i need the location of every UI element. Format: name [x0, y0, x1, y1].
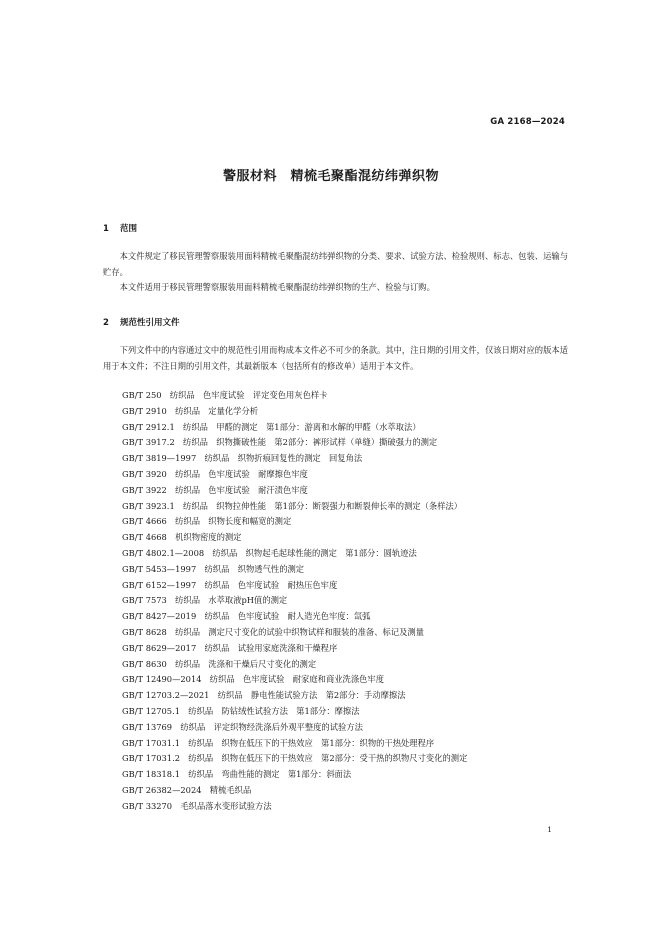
- reference-item: GB/T 4668 机织物密度的测定: [122, 532, 242, 543]
- reference-item: GB/T 3922 纺织品 色牢度试验 耐汗渍色牢度: [122, 484, 308, 495]
- reference-list: [122, 388, 467, 815]
- section-title: 范围: [120, 224, 138, 234]
- reference-item: GB/T 17031.2 纺织品 织物在低压下的干热效应 第2部分：受干热的织物尺寸变化的测定: [122, 753, 468, 764]
- reference-item: GB/T 8629—2017 纺织品 试验用家庭洗涤和干燥程序: [122, 642, 338, 653]
- reference-item: GB/T 13769 纺织品 评定织物经洗涤后外观平整度的试验方法: [122, 721, 363, 732]
- reference-item: GB/T 4802.1—2008 纺织品 织物起毛起球性能的测定 第1部分：圆轨迹法: [122, 547, 417, 558]
- reference-item: GB/T 6152—1997 纺织品 色牢度试验 耐热压色牢度: [122, 579, 338, 590]
- scope-paragraph-2: 本文件适用于移民管理警察服装用面料精梳毛聚酯混纺纬弹织物的生产、检验与订购。: [119, 282, 435, 292]
- reference-item: GB/T 5453—1997 纺织品 织物透气性的测定: [122, 563, 305, 574]
- reference-item: GB/T 12705.1 纺织品 防钻绒性试验方法 第1部分：摩擦法: [122, 705, 360, 716]
- section-number: 1: [103, 224, 109, 234]
- reference-item: GB/T 3920 纺织品 色牢度试验 耐摩擦色牢度: [122, 468, 308, 479]
- references-intro-paragraph: 下列文件中的内容通过文中的规范性引用而构成本文件必不可少的条款。其中，注日期的引用文件，仅该日期对应的版本适用于本文件；不注日期的引用文件，其最新版本（包括所有的修改单）适用于本文件。: [103, 345, 568, 371]
- document-title: 警服材料 精梳毛聚酯混纺纬弹织物: [222, 169, 439, 184]
- standard-code: GA 2168—2024: [490, 117, 565, 127]
- reference-item: GB/T 8427—2019 纺织品 色牢度试验 耐人造光色牢度：氙弧: [122, 611, 371, 622]
- reference-item: GB/T 3917.2 纺织品 织物撕破性能 第2部分：裤形试样（单缝）撕破强力的测定: [122, 437, 438, 448]
- reference-item: GB/T 3819—1997 纺织品 织物折痕回复性的测定 回复角法: [122, 453, 363, 464]
- section-title: 规范性引用文件: [120, 318, 180, 328]
- section-number: 2: [103, 318, 109, 328]
- reference-item: GB/T 17031.1 纺织品 织物在低压下的干热效应 第1部分：织物的干热处理程序: [122, 737, 435, 748]
- section-heading-scope: [103, 222, 137, 234]
- reference-item: GB/T 2912.1 纺织品 甲醛的测定 第1部分：游离和水解的甲醛（水萃取法）: [122, 421, 421, 432]
- reference-item: GB/T 8628 纺织品 测定尺寸变化的试验中织物试样和服装的准备、标记及测量: [122, 626, 425, 637]
- reference-item: GB/T 33270 毛织品落水变形试验方法: [122, 800, 272, 811]
- reference-item: GB/T 250 纺织品 色牢度试验 评定变色用灰色样卡: [122, 390, 328, 400]
- scope-paragraph-1: 本文件规定了移民管理警察服装用面料精梳毛聚酯混纺纬弹织物的分类、要求、试验方法、检验规则、标志、包装、运输与贮存。: [103, 251, 568, 277]
- reference-item: GB/T 26382—2024 精梳毛织品: [122, 784, 252, 795]
- reference-item: GB/T 12703.2—2021 纺织品 静电性能试验方法 第2部分：手动摩擦法: [122, 690, 406, 701]
- reference-item: GB/T 8630 纺织品 洗涤和干燥后尺寸变化的测定: [122, 658, 317, 669]
- section-heading-normative-references: [103, 316, 180, 328]
- page-number: 1: [547, 825, 552, 834]
- reference-item: GB/T 18318.1 纺织品 弯曲性能的测定 第1部分：斜面法: [122, 769, 352, 780]
- reference-item: GB/T 4666 纺织品 织物长度和幅宽的测定: [122, 516, 292, 527]
- reference-item: GB/T 12490—2014 纺织品 色牢度试验 耐家庭和商业洗涤色牢度: [122, 674, 385, 685]
- reference-item: GB/T 7573 纺织品 水萃取液pH值的测定: [122, 595, 288, 606]
- reference-item: GB/T 2910 纺织品 定量化学分析: [122, 405, 259, 416]
- reference-item: GB/T 3923.1 纺织品 织物拉伸性能 第1部分：断裂强力和断裂伸长率的测定（条样法）: [122, 500, 463, 511]
